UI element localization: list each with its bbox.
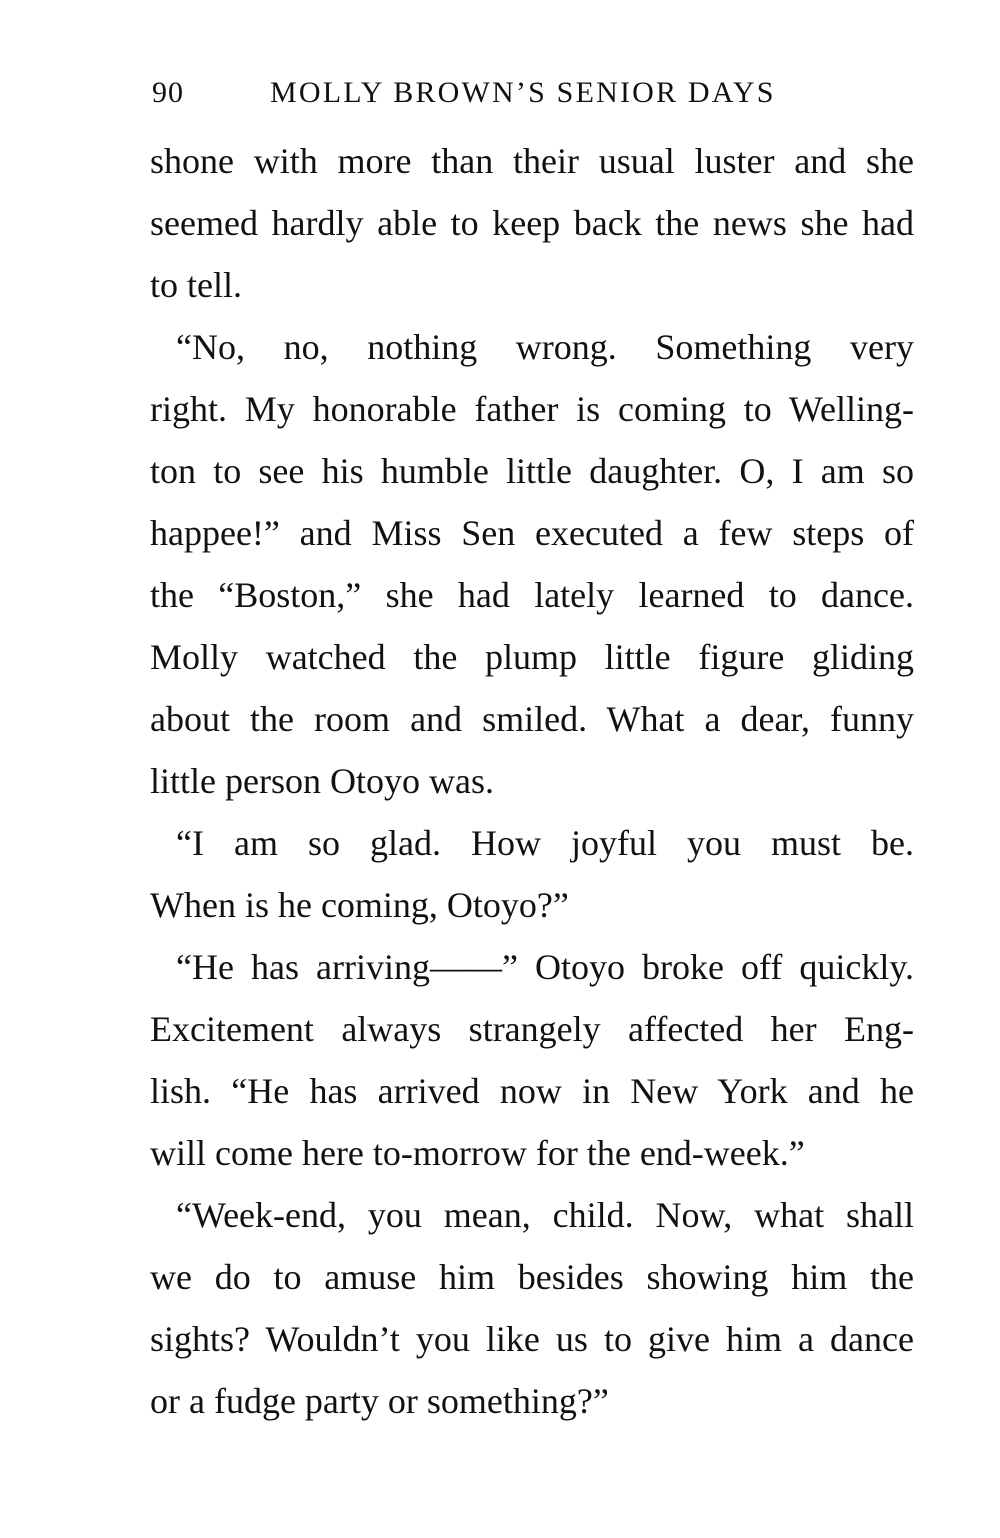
text-line: seemed hardly able to keep back the news she had xyxy=(150,203,914,243)
text-line: we do to amuse him besides showing him the xyxy=(150,1257,914,1297)
body-text xyxy=(150,130,914,1432)
running-head: MOLLY BROWN’S SENIOR DAYS xyxy=(270,76,776,109)
text-line: little person Otoyo was. xyxy=(150,761,494,801)
text-line: will come here to-morrow for the end-week.” xyxy=(150,1133,805,1173)
text-line: Excitement always strangely affected her Eng- xyxy=(150,1009,914,1049)
page-number: 90 xyxy=(152,76,184,109)
page-header xyxy=(152,76,912,116)
text-line: When is he coming, Otoyo?” xyxy=(150,885,569,925)
text-line: the “Boston,” she had lately learned to dance. xyxy=(150,575,914,615)
text-line: or a fudge party or something?” xyxy=(150,1381,609,1421)
text-line: “He has arriving——” Otoyo broke off quickly. xyxy=(176,947,914,987)
text-line: lish. “He has arrived now in New York and he xyxy=(150,1071,914,1111)
text-line: sights? Wouldn’t you like us to give him a dance xyxy=(150,1319,914,1359)
text-line: shone with more than their usual luster and she xyxy=(150,141,914,181)
text-line: Molly watched the plump little figure gliding xyxy=(150,637,914,677)
text-line: ton to see his humble little daughter. O, I am so xyxy=(150,451,914,491)
text-line: happee!” and Miss Sen executed a few steps of xyxy=(150,513,914,553)
text-line: “I am so glad. How joyful you must be. xyxy=(176,823,914,863)
text-line: right. My honorable father is coming to Welling- xyxy=(150,389,914,429)
text-line: “No, no, nothing wrong. Something very xyxy=(176,327,914,367)
text-line: to tell. xyxy=(150,265,242,305)
text-line: about the room and smiled. What a dear, funny xyxy=(150,699,914,739)
text-line: “Week-end, you mean, child. Now, what shall xyxy=(176,1195,914,1235)
